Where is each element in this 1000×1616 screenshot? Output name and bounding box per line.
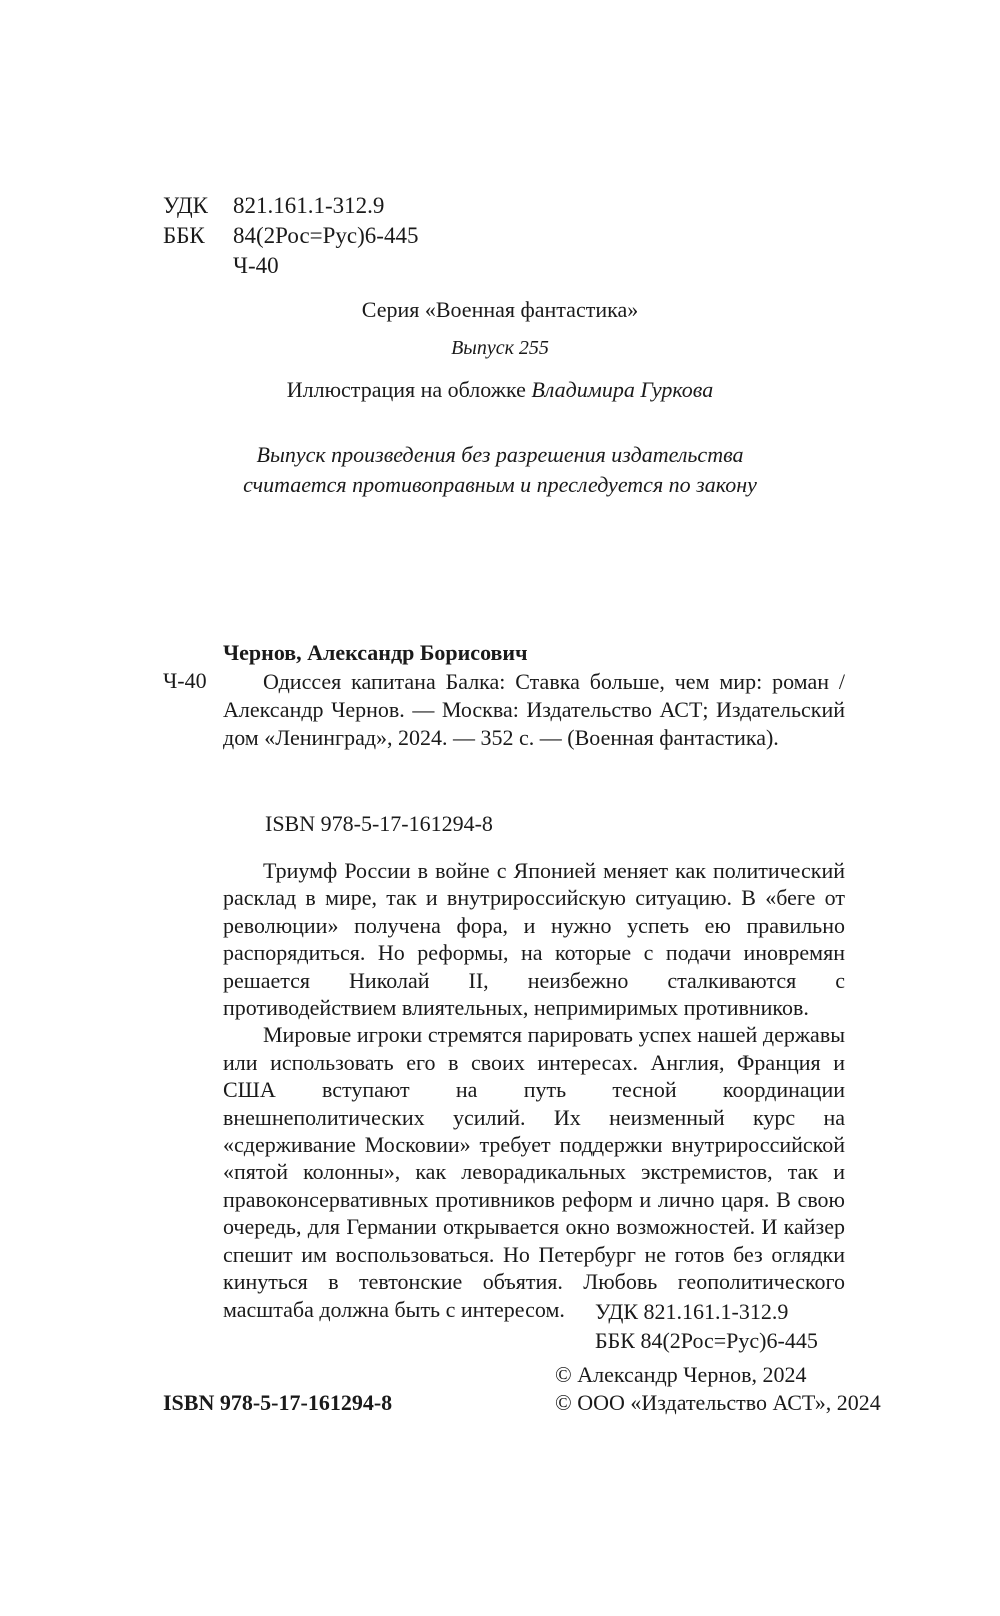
footer-udk: УДК 821.161.1-312.9 [595, 1299, 789, 1324]
author-mark-row [163, 253, 418, 283]
illustration-credit [0, 377, 1000, 403]
abstract-paragraph-2: Мировые игроки стремятся парировать успех нашей державы или использовать его в своих интересах. Англия, Франция и США вступают на путь тесной координации внешнеполитических усилий. Их неизменный курс на «сдерживание Московии» требует поддержки внутрироссийской «пятой колонны», как леворадикальных экстремистов, так и правоконсервативных противников реформ и лично царя. В свою очередь, для Германии открывается окно возможностей. И кайзер спешит им воспользоваться. Но Петербург не готов без оглядки кинуться в тевтонские объятия. Любовь геополитического масштаба должна быть с интересом. [223, 1022, 845, 1322]
series-issue: Выпуск 255 [451, 337, 549, 359]
bbk-row [163, 223, 418, 253]
author-mark: Ч-40 [233, 253, 279, 278]
catalog-isbn: ISBN 978-5-17-161294-8 [265, 811, 493, 836]
classification-block [163, 193, 418, 283]
legal-warning [0, 440, 1000, 500]
footer-codes [595, 1297, 818, 1355]
footer-bbk: ББК 84(2Рос=Рус)6-445 [595, 1328, 818, 1353]
udk-label: УДК [163, 193, 208, 218]
copyright-publisher: © ООО «Издательство АСТ», 2024 [555, 1390, 881, 1415]
abstract-paragraph-1: Триумф России в войне с Японией меняет как политический расклад в мире, так и внутрироссийскую ситуацию. В «беге от революции» получена фора, и нужно успеть ею правильно распорядиться. Но реформы, на которые с подачи иновремян решается Николай II, неизбежно сталкиваются с противодействием влиятельных, непримиримых противников. [223, 858, 845, 1021]
series-title: Серия «Военная фантастика» [361, 297, 639, 322]
bibliographic-text: Одиссея капитана Балка: Ставка больше, чем мир: роман / Александр Чернов. — Москва: Издательство АСТ; Издательский дом «Ленинград», 2024. — 352 с. — (Военная фантастика). [223, 669, 845, 750]
udk-row [163, 193, 418, 223]
illustration-artist: Владимира Гуркова [531, 377, 714, 402]
legal-warning-line2: считается противоправным и преследуется по закону [243, 472, 757, 497]
bibliographic-description [223, 668, 845, 752]
copyright-author: © Александр Чернов, 2024 [555, 1362, 807, 1387]
illustration-prefix: Иллюстрация на обложке [286, 377, 532, 402]
abstract [223, 857, 845, 1323]
catalog-author: Чернов, Александр Борисович [223, 640, 528, 665]
udk-value: 821.161.1-312.9 [233, 193, 385, 218]
legal-warning-line1: Выпуск произведения без разрешения издательства [256, 442, 744, 467]
footer-isbn: ISBN 978-5-17-161294-8 [163, 1390, 393, 1415]
bbk-label: ББК [163, 223, 205, 248]
bbk-value: 84(2Рос=Рус)6-445 [233, 223, 419, 248]
catalog-code: Ч-40 [163, 668, 207, 693]
